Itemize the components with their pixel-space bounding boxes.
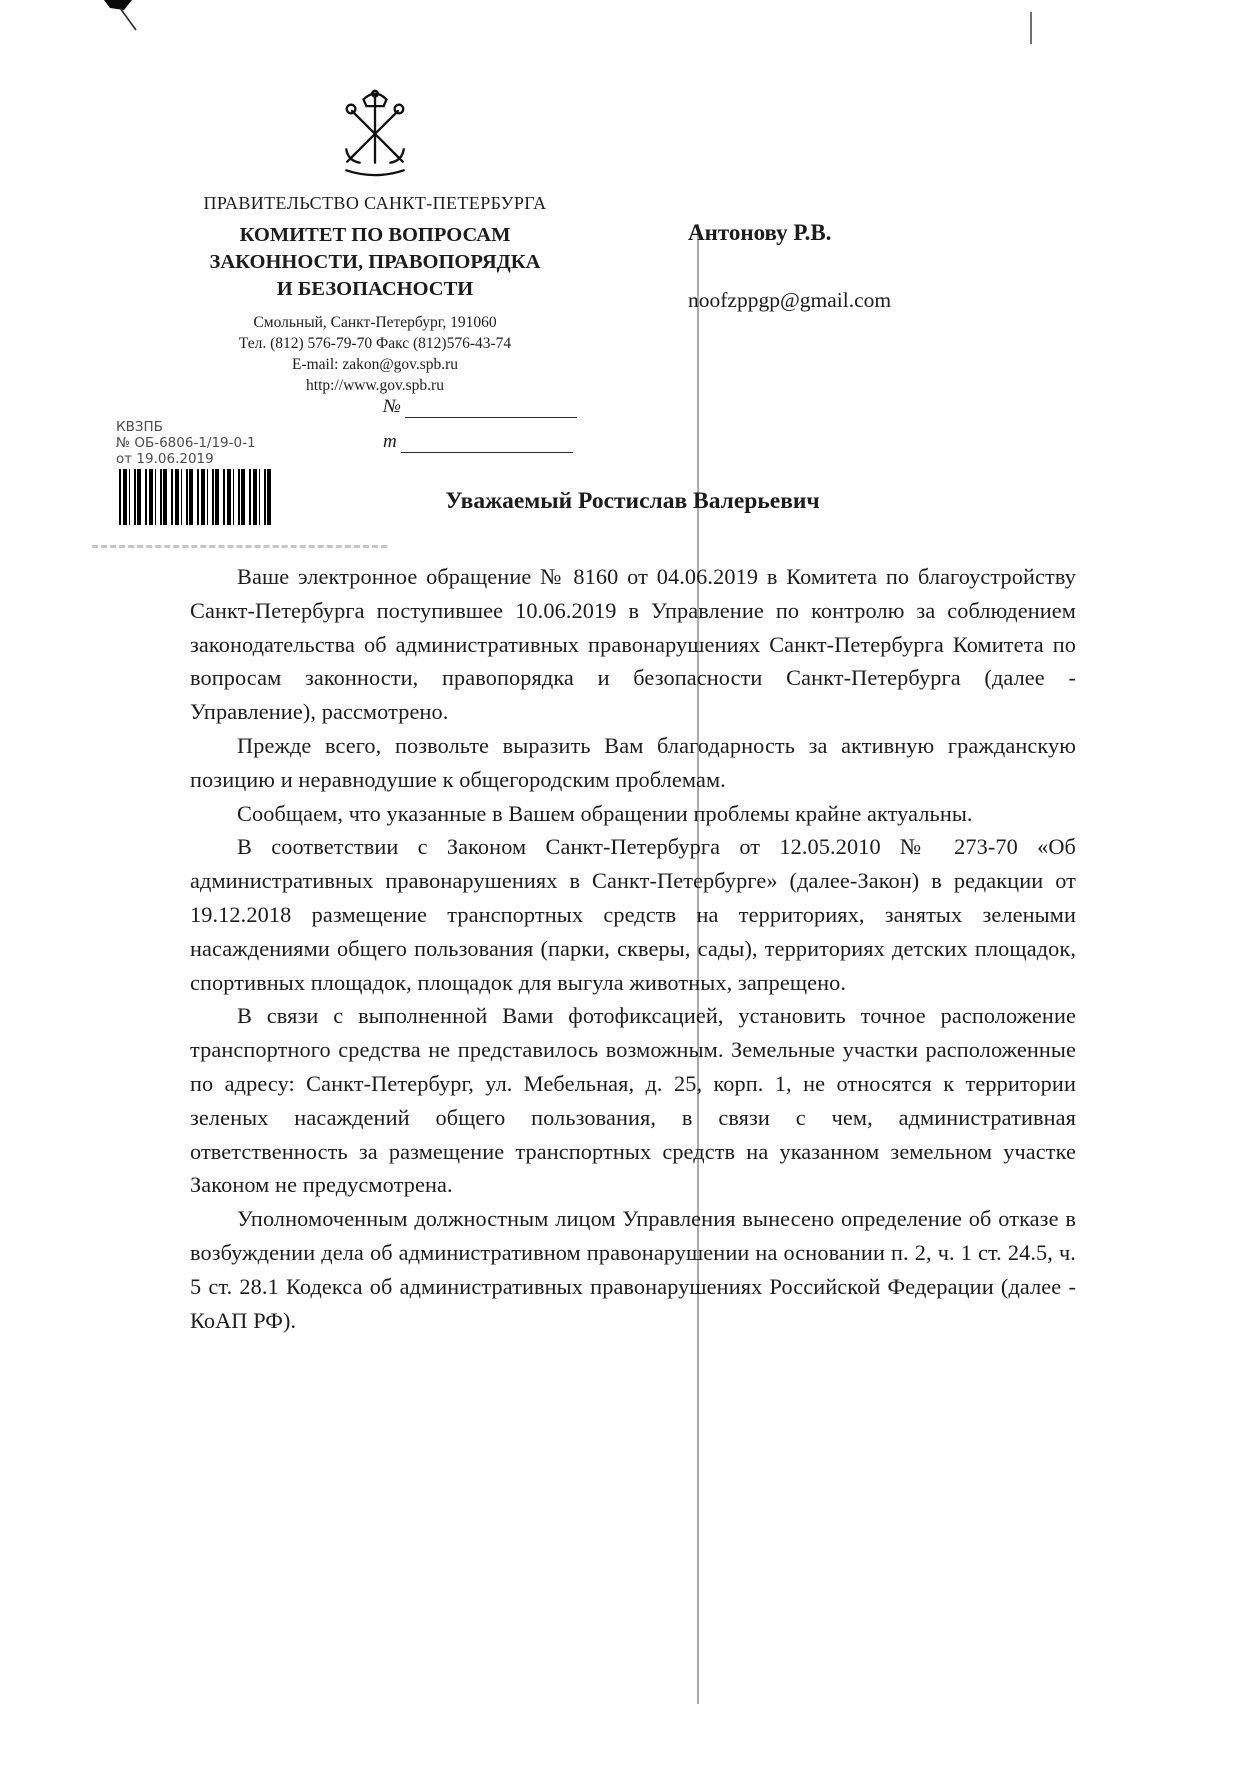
scan-line-artifact-top (1030, 12, 1032, 44)
stamp-org-code: КВЗПБ (116, 419, 163, 435)
reference-date-label: т (383, 431, 397, 452)
paragraph-5: В связи с выполненной Вами фотофиксацией, установить точное расположение транспортного средства не представилось возможным. Земельные участки расположенные по адресу: Санкт-Петербург, ул. Мебельная, д. 25, корп. 1, не относятся к территории зеленых насаждений общего пользования, в связи с чем, административная ответственность за размещение транспортных средств на указанном земельном участке Законом не предусмотрена. (190, 1003, 1076, 1198)
government-name: ПРАВИТЕЛЬСТВО САНКТ-ПЕТЕРБУРГА (203, 193, 547, 213)
letterhead-contacts (152, 312, 598, 396)
letterhead (152, 86, 598, 396)
letterhead-website: http://www.gov.spb.ru (306, 377, 444, 394)
stamp-number: № ОБ-6806-1/19-0-1 (116, 435, 256, 451)
registration-stamp (116, 419, 256, 467)
paragraph-2: Прежде всего, позвольте выразить Вам благодарность за активную гражданскую позицию и неравнодушие к общегородским проблемам. (190, 732, 1076, 792)
letterhead-address: Смольный, Санкт-Петербург, 191060 (253, 314, 497, 331)
recipient-name: Антонову Р.В. (688, 220, 832, 245)
reference-number-blank (405, 401, 577, 418)
committee-line-2: ЗАКОННОСТИ, ПРАВОПОРЯДКА (209, 251, 541, 273)
pen-mark-artifact (98, 0, 154, 47)
committee-name (152, 222, 598, 303)
paragraph-1: Ваше электронное обращение № 8160 от 04.06.2019 в Комитета по благоустройству Санкт-Петербурга поступившее 10.06.2019 в Управление по контролю за соблюдением законодательства об административных правонарушениях Санкт-Петербурга Комитета по вопросам законности, правопорядка и безопасности Санкт-Петербурга (далее - Управление), рассмотрено. (190, 564, 1076, 725)
letterhead-email: E-mail: zakon@gov.spb.ru (291, 356, 459, 373)
dashed-line-artifact (92, 545, 387, 548)
committee-line-3: И БЕЗОПАСНОСТИ (276, 278, 474, 300)
reference-date-blank (401, 436, 573, 453)
stamp-date: от 19.06.2019 (116, 451, 214, 467)
reference-fields (383, 396, 577, 466)
reference-number-label: № (383, 396, 401, 417)
reference-number-row (383, 396, 577, 418)
committee-line-1: КОМИТЕТ ПО ВОПРОСАМ (239, 224, 511, 246)
letter-body (190, 560, 1076, 1337)
recipient-email: noofzppgp@gmail.com (688, 288, 892, 312)
reference-date-row (383, 431, 577, 453)
paragraph-3: Сообщаем, что указанные в Вашем обращении проблемы крайне актуальны. (237, 800, 973, 826)
salutation: Уважаемый Ростислав Валерьевич (445, 488, 820, 514)
letterhead-phone-fax: Тел. (812) 576-79-70 Факс (812)576-43-74 (238, 335, 512, 352)
paragraph-4: В соответствии с Законом Санкт-Петербурга от 12.05.2010 № 273-70 «Об административных правонарушениях в Санкт-Петербурге» (далее-Закон) в редакции от 19.12.2018 размещение транспортных средств на территориях, занятых зелеными насаждениями общего пользования (парки, скверы, сады), территориях детских площадок, спортивных площадок, площадок для выгула животных, запрещено. (190, 834, 1076, 995)
recipient-block (688, 220, 1088, 313)
coat-of-arms-icon (327, 86, 423, 183)
paragraph-6: Уполномоченным должностным лицом Управления вынесено определение об отказе в возбуждении дела об административном правонарушении на основании п. 2, ч. 1 ст. 24.5, ч. 5 ст. 28.1 Кодекса об административных правонарушениях Российской Федерации (далее - КоАП РФ). (190, 1206, 1076, 1333)
